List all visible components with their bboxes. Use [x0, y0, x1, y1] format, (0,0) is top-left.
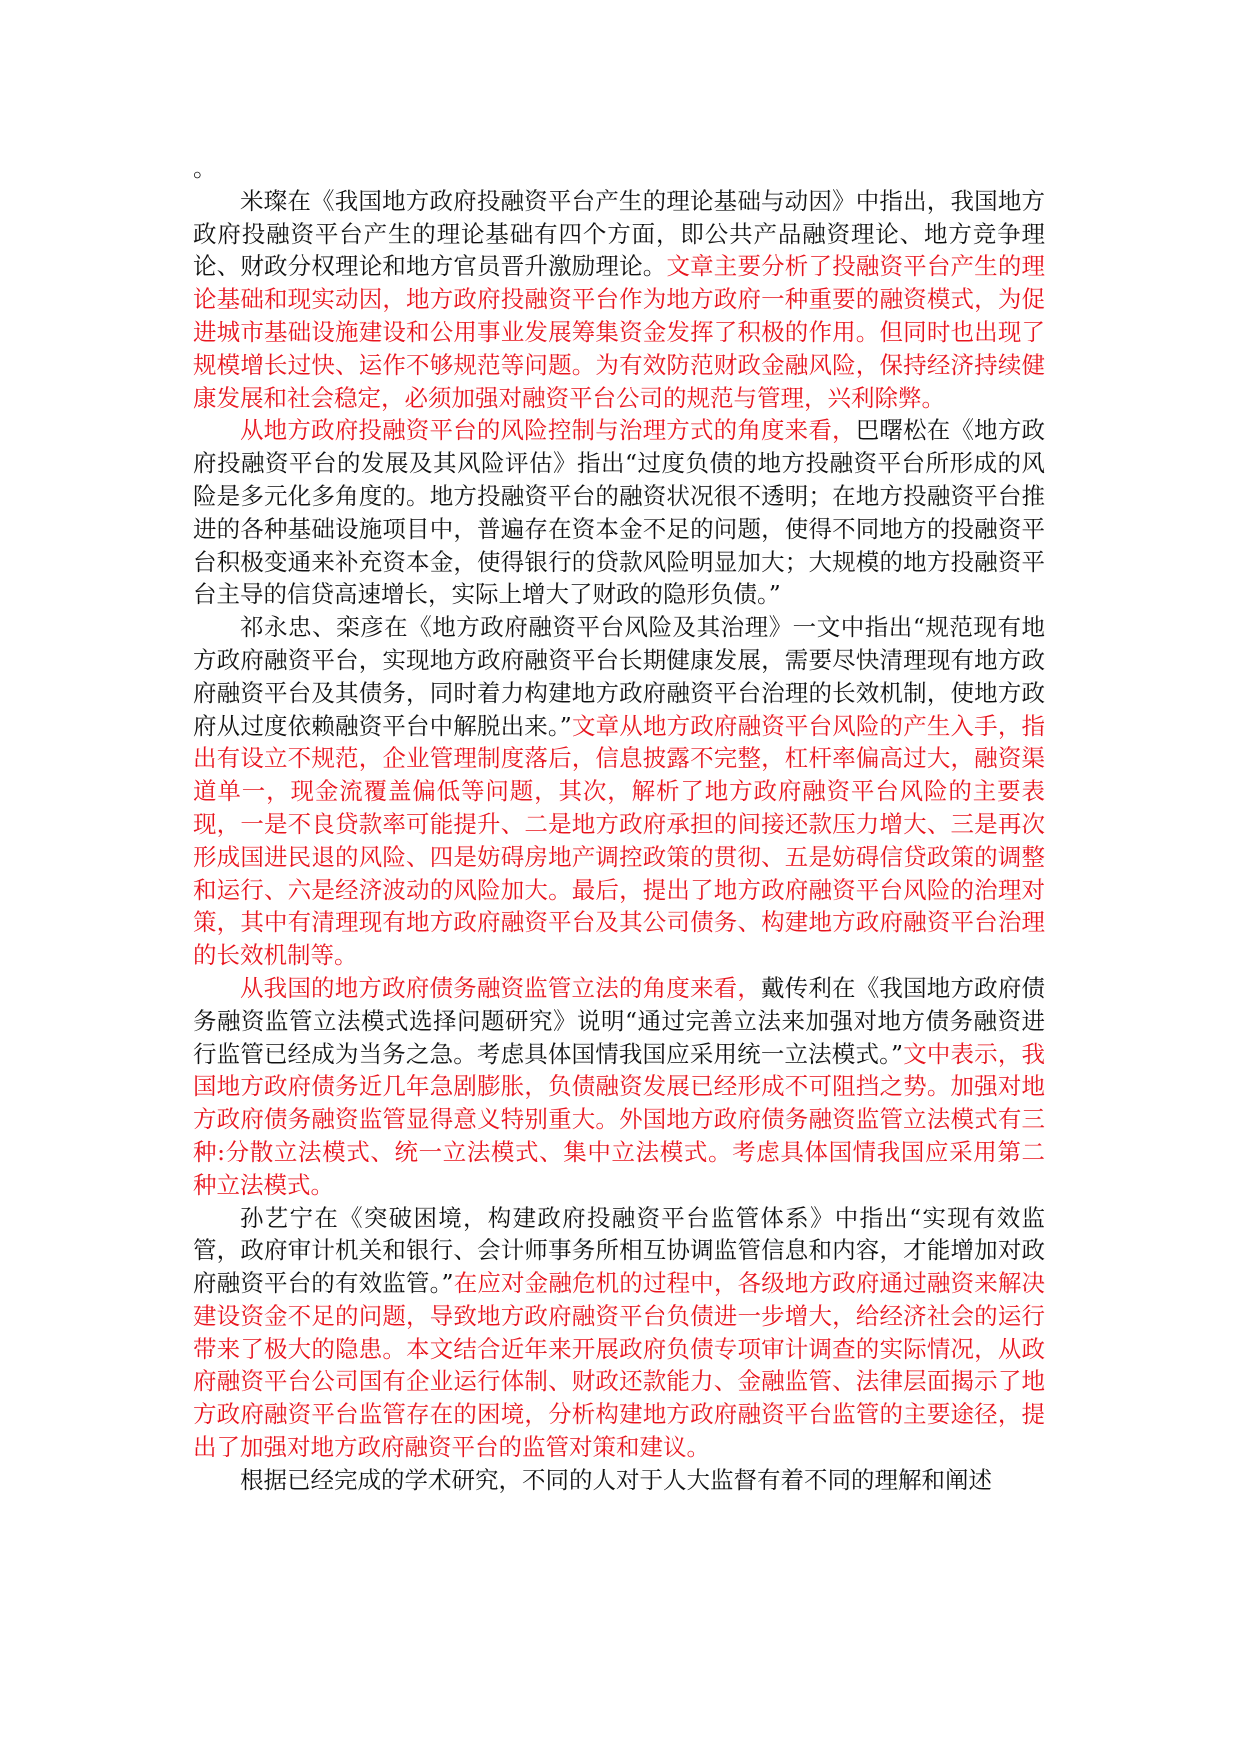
paragraph-text: 孙艺宁在《突破困境，构建政府投融资平台监管体系》中指出“实现有效监管，政府审计机关和银行、会计师事务所相互协调监管信息和内容，才能增加对政府融资平台的有效监管。” — [193, 1203, 1045, 1298]
paragraph-closing — [193, 1464, 1045, 1497]
document-page — [193, 152, 1045, 1497]
paragraph-text: 戴传利在《我国地方政府债务融资监管立法模式选择问题研究》说明“通过完善立法来加强对地方债务融资进行监管已经成为当务之急。考虑具体国情我国应采用统一立法模式。” — [193, 973, 1045, 1068]
highlighted-text: 从我国的地方政府债务融资监管立法的角度来看， — [240, 973, 761, 1002]
paragraph-qi-yongzhong — [193, 611, 1045, 972]
paragraph-text: 巴曙松在《地方政府投融资平台的发展及其风险评估》指出“过度负债的地方投融资平台所形成的风险是多元化多角度的。地方投融资平台的融资状况很不透明；在地方投融资平台推进的各种基础设施项目中，普遍存在资本金不足的问题，使得不同地方的投融资平台积极变通来补充资本金，使得银行的贷款风险明显加大；大规模的地方投融资平台主导的信贷高速增长，实际上增大了财政的隐形负债。” — [193, 416, 1046, 609]
highlighted-text: 在应对金融危机的过程中，各级地方政府通过融资来解决建设资金不足的问题，导致地方政府融资平台负债进一步增大，给经济社会的运行带来了极大的隐患。本文结合近年来开展政府负债专项审计调查的实际情况，从政府融资平台公司国有企业运行体制、财政还款能力、金融监管、法律层面揭示了地方政府融资平台监管存在的困境，分析构建地方政府融资平台监管的主要途径，提出了加强对地方政府融资平台的监管对策和建议。 — [193, 1269, 1046, 1462]
paragraph-sun-yining — [193, 1202, 1045, 1464]
highlighted-text: 从地方政府投融资平台的风险控制与治理方式的角度来看， — [240, 416, 856, 445]
paragraph-ba-shusong — [193, 414, 1045, 611]
paragraph-dai-chuanli — [193, 972, 1045, 1202]
paragraph-text: 米璨在《我国地方政府投融资平台产生的理论基础与动因》中指出，我国地方政府投融资平台产生的理论基础有四个方面，即公共产品融资理论、地方竞争理论、财政分权理论和地方官员晋升激励理论。 — [193, 186, 1045, 281]
highlighted-text: 文章从地方政府融资平台风险的产生入手，指出有设立不规范，企业管理制度落后，信息披露不完整，杠杆率偏高过大，融资渠道单一，现金流覆盖偏低等问题，其次，解析了地方政府融资平台风险的主要表现，一是不良贷款率可能提升、二是地方政府承担的间接还款压力增大、三是再次形成国进民退的风险、四是妨碍房地产调控政策的贯彻、五是妨碍信贷政策的调整和运行、六是经济波动的风险加大。最后，提出了地方政府融资平台风险的治理对策，其中有清理现有地方政府融资平台及其公司债务、构建地方政府融资平台治理的长效机制等。 — [193, 711, 1045, 970]
paragraph-text: 根据已经完成的学术研究，不同的人对于人大监督有着不同的理解和阐述 — [240, 1465, 992, 1494]
highlighted-text: 文章主要分析了投融资平台产生的理论基础和现实动因，地方政府投融资平台作为地方政府一种重要的融资模式，为促进城市基础设施建设和公用事业发展筹集资金发挥了积极的作用。但同时也出现了规模增长过快、运作不够规范等问题。为有效防范财政金融风险，保持经济持续健康发展和社会稳定，必须加强对融资平台公司的规范与管理，兴利除弊。 — [193, 252, 1046, 412]
leading-fragment: 。 — [193, 154, 217, 182]
paragraph-mi-can — [193, 185, 1045, 415]
paragraph-text: 祁永忠、栾彦在《地方政府融资平台风险及其治理》一文中指出“规范现有地方政府融资平台，实现地方政府融资平台长期健康发展，需要尽快清理现有地方政府融资平台及其债务，同时着力构建地方政府融资平台治理的长效机制，使地方政府从过度依赖融资平台中解脱出来。” — [193, 613, 1045, 740]
highlighted-text: 文中表示，我国地方政府债务近几年急剧膨胀，负债融资发展已经形成不可阻挡之势。加强对地方政府债务融资监管显得意义特别重大。外国地方政府债务融资监管立法模式有三种:分散立法模式、统一立法模式、集中立法模式。考虑具体国情我国应采用第二种立法模式。 — [193, 1039, 1046, 1199]
